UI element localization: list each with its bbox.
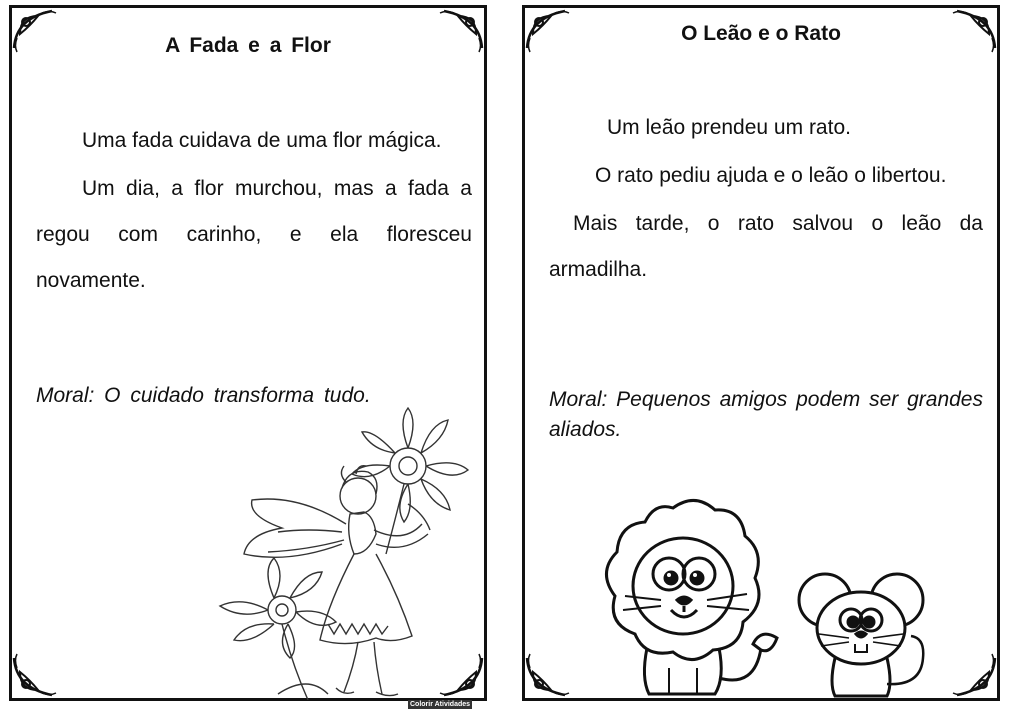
story-paragraph: Uma fada cuidava de uma flor mágica. — [82, 129, 442, 152]
corner-ornament-icon — [12, 652, 58, 698]
story-title: A Fada e a Flor — [165, 34, 331, 57]
lion-and-mouse-illustration — [565, 488, 965, 700]
story-body — [549, 105, 983, 295]
story-paragraph: Um dia, a flor murchou, mas a fada a regou com carinho, e ela floresceu novamente. — [36, 177, 472, 292]
story-paragraph: Mais tarde, o rato salvou o leão da armadilha. — [549, 212, 983, 281]
credit-watermark: Colorir Atividades — [410, 701, 471, 708]
story-title: O Leão e o Rato — [681, 22, 841, 45]
fairy-with-flower-illustration — [208, 404, 484, 700]
story-moral: Moral: O cuidado transforma tudo. — [36, 384, 371, 407]
story-body — [36, 118, 472, 306]
story-card-lion — [522, 5, 1000, 701]
story-paragraph: Um leão prendeu um rato. — [607, 116, 851, 139]
story-card-fairy — [9, 5, 487, 701]
story-paragraph: O rato pediu ajuda e o leão o libertou. — [595, 164, 947, 187]
story-moral: Moral: Pequenos amigos podem ser grandes aliados. — [549, 388, 983, 441]
